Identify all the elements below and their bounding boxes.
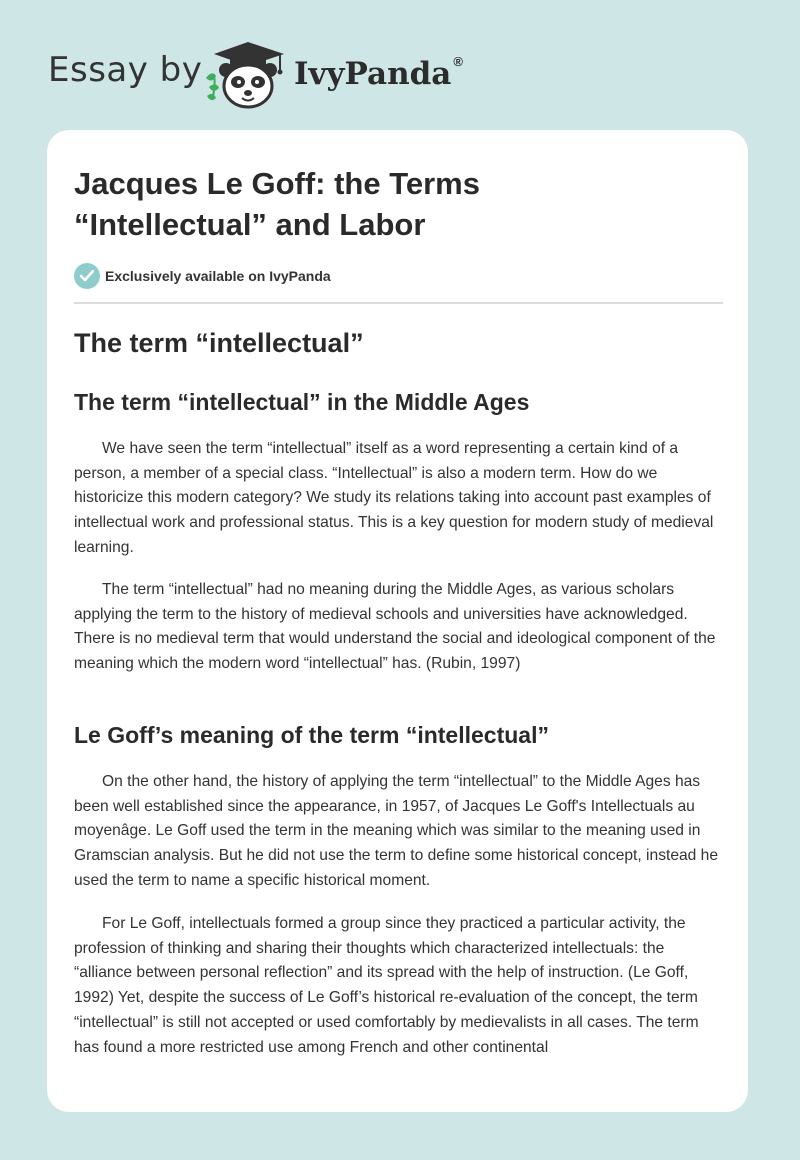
check-circle-icon xyxy=(74,263,100,289)
subheading-le-goff: Le Goff’s meaning of the term “intellectual” xyxy=(74,722,549,748)
brand-text: IvyPanda xyxy=(294,56,452,92)
paragraph-1: We have seen the term “intellectual” itself as a word representing a certain kind of a person, a member of a special class. “Intellectual” is also a modern term. How do we historicize this modern category? We study its relations taking into account past examples of intellectual work and professional status. This is a key question for modern study of medieval learning. xyxy=(74,440,714,556)
brand-name[interactable] xyxy=(294,54,463,92)
paragraph-4: For Le Goff, intellectuals formed a group since they practiced a particular activity, the profession of thinking and sharing their thoughts which characterized intellectuals: the “alliance between personal reflection” and its spread with the help of instruction. (Le Goff, 1992) Yet, despite the success of Le Goff’s historical re-evaluation of the concept, the term “intellectual” is still not accepted or used comfortably by medievalists in all cases. The term has found a more restricted use among French and other continental xyxy=(74,915,699,1056)
paragraph-2: The term “intellectual” had no meaning during the Middle Ages, as various scholars applying the term to the history of medieval schools and universities have acknowledged. There is no medieval term that would understand the social and ideological component of the meaning which the modern word “intellectual” has. (Rubin, 1997) xyxy=(74,581,716,673)
panda-graduate-icon[interactable] xyxy=(200,34,290,110)
exclusive-badge xyxy=(74,263,331,289)
essay-card xyxy=(47,130,748,1112)
divider xyxy=(74,302,723,304)
essay-by-label: Essay by xyxy=(48,50,203,90)
paragraph-3: On the other hand, the history of applying the term “intellectual” to the Middle Ages has been well established since the appearance, in 1957, of Jacques Le Goff's Intellectuals au moyenâge. Le Goff used the term in the meaning which was similar to the meaning used in Gramscian analysis. But he did not use the term to define some historical concept, instead he used the term to name a specific historical moment. xyxy=(74,773,719,889)
subheading-middle-ages: The term “intellectual” in the Middle Ages xyxy=(74,389,530,415)
registered-mark: ® xyxy=(453,54,463,69)
page-title: Jacques Le Goff: the Terms “Intellectual” and Labor xyxy=(74,166,480,242)
exclusive-label: Exclusively available on IvyPanda xyxy=(105,268,331,284)
site-header xyxy=(0,0,800,130)
section-heading: The term “intellectual” xyxy=(74,328,364,358)
